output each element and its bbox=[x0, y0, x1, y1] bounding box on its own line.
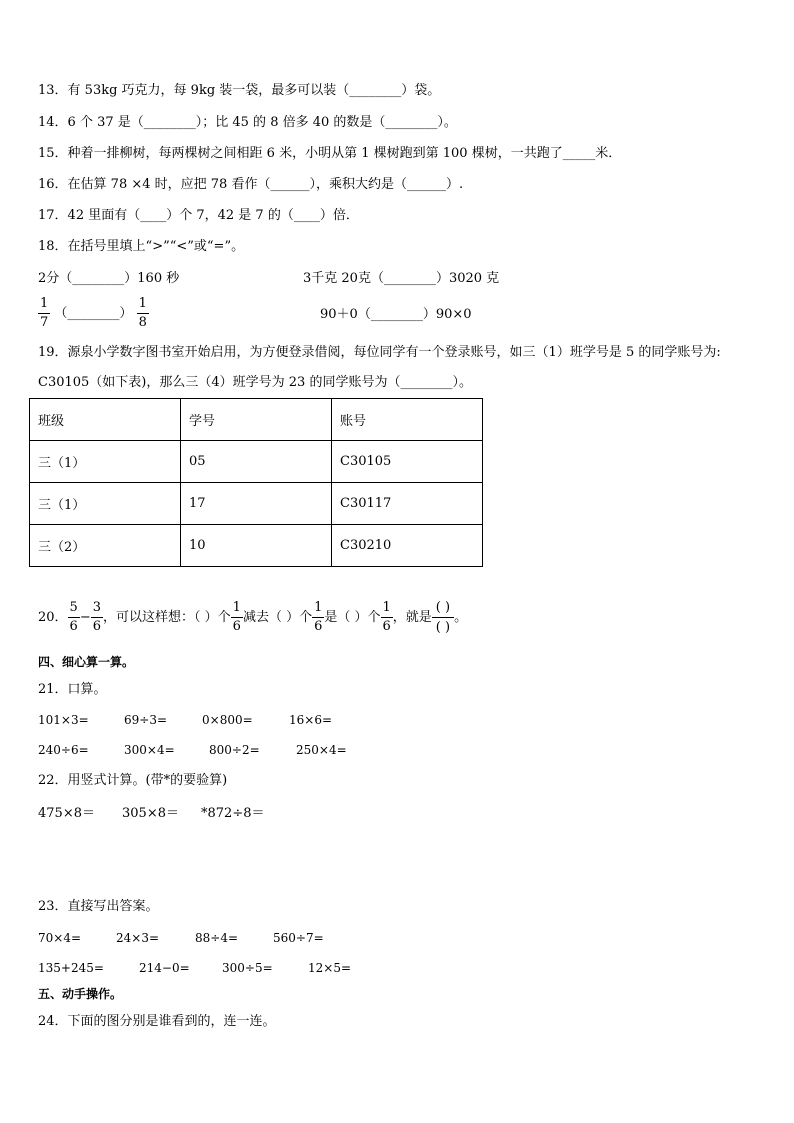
q21-item: 16×6= bbox=[289, 713, 333, 727]
fraction-denominator: 6 bbox=[314, 619, 323, 634]
fraction-numerator: 1 bbox=[312, 601, 324, 618]
q23-item: 24×3= bbox=[116, 931, 160, 945]
q20-text-5: 。 bbox=[454, 610, 468, 625]
fraction-numerator: 1 bbox=[38, 297, 50, 314]
account-table bbox=[29, 398, 483, 567]
section-4-heading: 四、细心算一算。 bbox=[38, 655, 135, 669]
q23-item: 560÷7= bbox=[273, 931, 324, 945]
question-21: 21．口算。 bbox=[38, 682, 107, 697]
question-13: 13．有 53kg 巧克力，每 9kg 装一袋，最多可以装（________）袋。 bbox=[38, 83, 441, 98]
question-15: 15．种着一排柳树，每两棵树之间相距 6 米，小明从第 1 棵树跑到第 100 棵树，一共跑了_____米． bbox=[38, 146, 622, 161]
q20-text-2: 减去（ ）个 bbox=[242, 610, 313, 625]
fraction-denominator: 6 bbox=[69, 619, 78, 634]
fraction-numerator: 1 bbox=[137, 297, 149, 314]
q23-item: 88÷4= bbox=[195, 931, 239, 945]
q21-item: 250×4= bbox=[296, 743, 347, 757]
question-14: 14．6 个 37 是（________）；比 45 的 8 倍多 40 的数是（________）。 bbox=[38, 115, 457, 130]
question-19-line2: C30105（如下表)，那么三（4）班学号为 23 的同学账号为（________）。 bbox=[38, 375, 472, 390]
table-row bbox=[30, 525, 483, 567]
table-cell: 10 bbox=[181, 525, 332, 567]
fraction-one-sixth bbox=[312, 601, 324, 634]
q23-item: 70×4= bbox=[38, 931, 82, 945]
fraction-one-sixth bbox=[381, 601, 393, 634]
q22-item: 305×8＝ bbox=[122, 806, 179, 821]
q22-item: *872÷8＝ bbox=[201, 806, 265, 821]
table-cell: 三（2） bbox=[30, 525, 181, 567]
fraction-denominator: 6 bbox=[232, 619, 241, 634]
question-16: 16．在估算 78 ×4 时，应把 78 看作（______），乘积大约是（______）. bbox=[38, 177, 464, 192]
table-cell: 三（1） bbox=[30, 483, 181, 525]
answer-denominator-blank: ( ) bbox=[435, 620, 451, 635]
q23-item: 214−0= bbox=[139, 961, 190, 975]
q23-item: 300÷5= bbox=[222, 961, 273, 975]
table-cell: 三（1） bbox=[30, 441, 181, 483]
answer-fraction-blank bbox=[432, 600, 454, 635]
table-header-cell: 学号 bbox=[181, 399, 332, 441]
q18-item-c bbox=[38, 297, 149, 331]
q21-item: 69÷3= bbox=[124, 713, 168, 727]
answer-numerator-blank: ( ) bbox=[432, 600, 454, 618]
table-cell: C30105 bbox=[332, 441, 483, 483]
fraction-numerator: 1 bbox=[381, 601, 393, 618]
question-20 bbox=[38, 600, 467, 636]
fraction-three-sixths bbox=[91, 601, 103, 634]
fraction-numerator: 3 bbox=[91, 601, 103, 618]
q20-number: 20． bbox=[38, 610, 68, 625]
q23-item: 135+245= bbox=[38, 961, 104, 975]
section-5-heading: 五、动手操作。 bbox=[38, 987, 123, 1001]
fraction-numerator: 1 bbox=[231, 601, 243, 618]
table-row bbox=[30, 483, 483, 525]
question-17: 17．42 里面有（____）个 7，42 是 7 的（____）倍． bbox=[38, 208, 359, 223]
q23-item: 12×5= bbox=[308, 961, 352, 975]
question-22: 22．用竖式计算。(带*的要验算) bbox=[38, 773, 228, 788]
table-header-cell: 账号 bbox=[332, 399, 483, 441]
q18-item-a: 2分（________）160 秒 bbox=[38, 271, 180, 286]
q20-text-4: ，就是 bbox=[392, 610, 432, 625]
q21-item: 240÷6= bbox=[38, 743, 89, 757]
table-cell: 05 bbox=[181, 441, 332, 483]
q21-item: 800÷2= bbox=[209, 743, 260, 757]
q20-text-3: 是（ ）个 bbox=[324, 610, 381, 625]
q18-c-blank: （________） bbox=[54, 306, 133, 321]
fraction-denominator: 7 bbox=[40, 315, 49, 330]
minus-sign: − bbox=[79, 610, 91, 625]
q22-item: 475×8＝ bbox=[38, 806, 95, 821]
table-cell: C30117 bbox=[332, 483, 483, 525]
fraction-denominator: 6 bbox=[92, 619, 102, 634]
question-18: 18．在括号里填上“>”“<”或“=”。 bbox=[38, 239, 245, 254]
fraction-five-sixths bbox=[68, 601, 80, 634]
question-19-line1: 19．源泉小学数字图书室开始启用，为方便登录借阅，每位同学有一个登录账号，如三（1）班学号是 5 的同学账号为: bbox=[38, 345, 721, 360]
fraction-one-eighth bbox=[137, 297, 149, 330]
question-23: 23．直接写出答案。 bbox=[38, 899, 159, 914]
q20-text-1: ，可以这样想：（ ）个 bbox=[103, 610, 231, 625]
q18-item-b: 3千克 20克（________）3020 克 bbox=[303, 271, 500, 286]
q21-item: 300×4= bbox=[124, 743, 175, 757]
fraction-denominator: 6 bbox=[382, 619, 391, 634]
fraction-one-sixth bbox=[231, 601, 243, 634]
table-cell: 17 bbox=[181, 483, 332, 525]
fraction-numerator: 5 bbox=[68, 601, 80, 618]
table-row bbox=[30, 441, 483, 483]
table-cell: C30210 bbox=[332, 525, 483, 567]
table-header-cell: 班级 bbox=[30, 399, 181, 441]
q21-item: 0×800= bbox=[202, 713, 253, 727]
q21-item: 101×3= bbox=[38, 713, 89, 727]
question-24: 24．下面的图分别是谁看到的，连一连。 bbox=[38, 1014, 276, 1029]
table-header-row bbox=[30, 399, 483, 441]
fraction-denominator: 8 bbox=[138, 315, 147, 330]
fraction-one-seventh bbox=[38, 297, 50, 330]
q18-item-d: 90＋0（________）90×0 bbox=[320, 307, 472, 322]
